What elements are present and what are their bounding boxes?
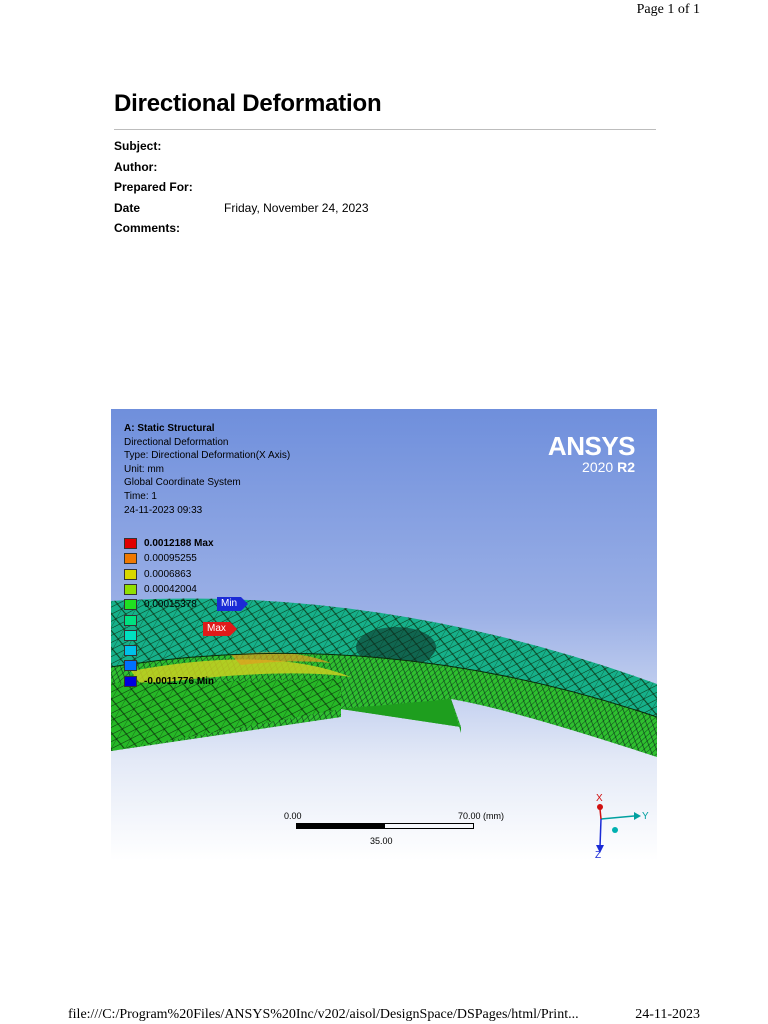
legend-label: 0.00042004 (144, 583, 197, 595)
max-probe-label: Max (203, 622, 230, 636)
legend-swatch (124, 584, 137, 595)
info-line: 24-11-2023 09:33 (124, 504, 203, 516)
legend-label: 0.00015378 (144, 599, 197, 611)
document-metadata (114, 139, 369, 242)
page-number: Page 1 of 1 (636, 2, 700, 17)
legend-swatch (124, 660, 137, 671)
info-line: Global Coordinate System (124, 477, 241, 489)
triad-axes-icon (579, 797, 649, 857)
info-line: Directional Deformation (124, 436, 229, 448)
meta-label: Comments: (114, 221, 181, 235)
legend-swatch (124, 630, 137, 641)
meta-label: Author: (114, 159, 158, 174)
legend-label: 0.0012188 Max (144, 538, 214, 549)
brand-version (548, 459, 635, 475)
legend-swatch (124, 553, 137, 564)
legend-label: -0.0011776 Min (144, 675, 215, 687)
scale-end-label: 70.00 (mm) (457, 811, 504, 821)
meta-label: Prepared For: (114, 180, 193, 194)
legend-label: 0.00095255 (144, 553, 197, 565)
analysis-info (124, 422, 290, 517)
footer-file-path: file:///C:/Program%20Files/ANSYS%20Inc/v202/aisol/DesignSpace/DSPages/html/Print... (68, 1007, 579, 1022)
info-line: Unit: mm (124, 463, 164, 475)
meta-row-subject (114, 139, 369, 160)
simulation-viewport[interactable] (111, 409, 657, 861)
info-line: Time: 1 (124, 490, 157, 502)
legend-swatch (124, 615, 137, 626)
legend-swatch (124, 599, 137, 610)
meta-row-date (114, 201, 369, 222)
legend-swatch (124, 538, 137, 549)
triad-z-label: Z (595, 850, 602, 861)
scale-mid-label: 35.00 (370, 836, 393, 846)
scale-start-label: 0.00 (284, 811, 302, 821)
info-line: Type: Directional Deformation(X Axis) (124, 450, 291, 462)
scale-bar-graphic (296, 823, 474, 829)
coordinate-triad[interactable] (579, 793, 649, 861)
analysis-title: A: Static Structural (124, 423, 215, 434)
footer-date: 24-11-2023 (635, 1007, 700, 1022)
triad-x-label: X (596, 793, 603, 804)
meta-value: Friday, November 24, 2023 (224, 200, 369, 215)
brand-name: ANSYS (547, 431, 635, 461)
ansys-logo (548, 433, 635, 475)
meta-row-prepared-for (114, 180, 369, 201)
triad-y-label: Y (642, 811, 649, 822)
legend-label: 0.0006863 (144, 568, 192, 580)
title-divider (114, 129, 656, 130)
scale-bar (284, 809, 504, 853)
min-probe-label: Min (217, 597, 241, 611)
meta-label: Subject: (114, 139, 162, 153)
meta-row-comments (114, 221, 369, 242)
legend-swatch (124, 569, 137, 580)
meta-label: Date (114, 200, 141, 215)
brand-version-year: 2020 (582, 459, 614, 475)
legend-swatch (124, 676, 137, 687)
document-title: Directional Deformation (114, 90, 382, 117)
meta-row-author (114, 160, 369, 181)
legend-swatch (124, 645, 137, 656)
brand-version-release: R2 (617, 459, 635, 475)
